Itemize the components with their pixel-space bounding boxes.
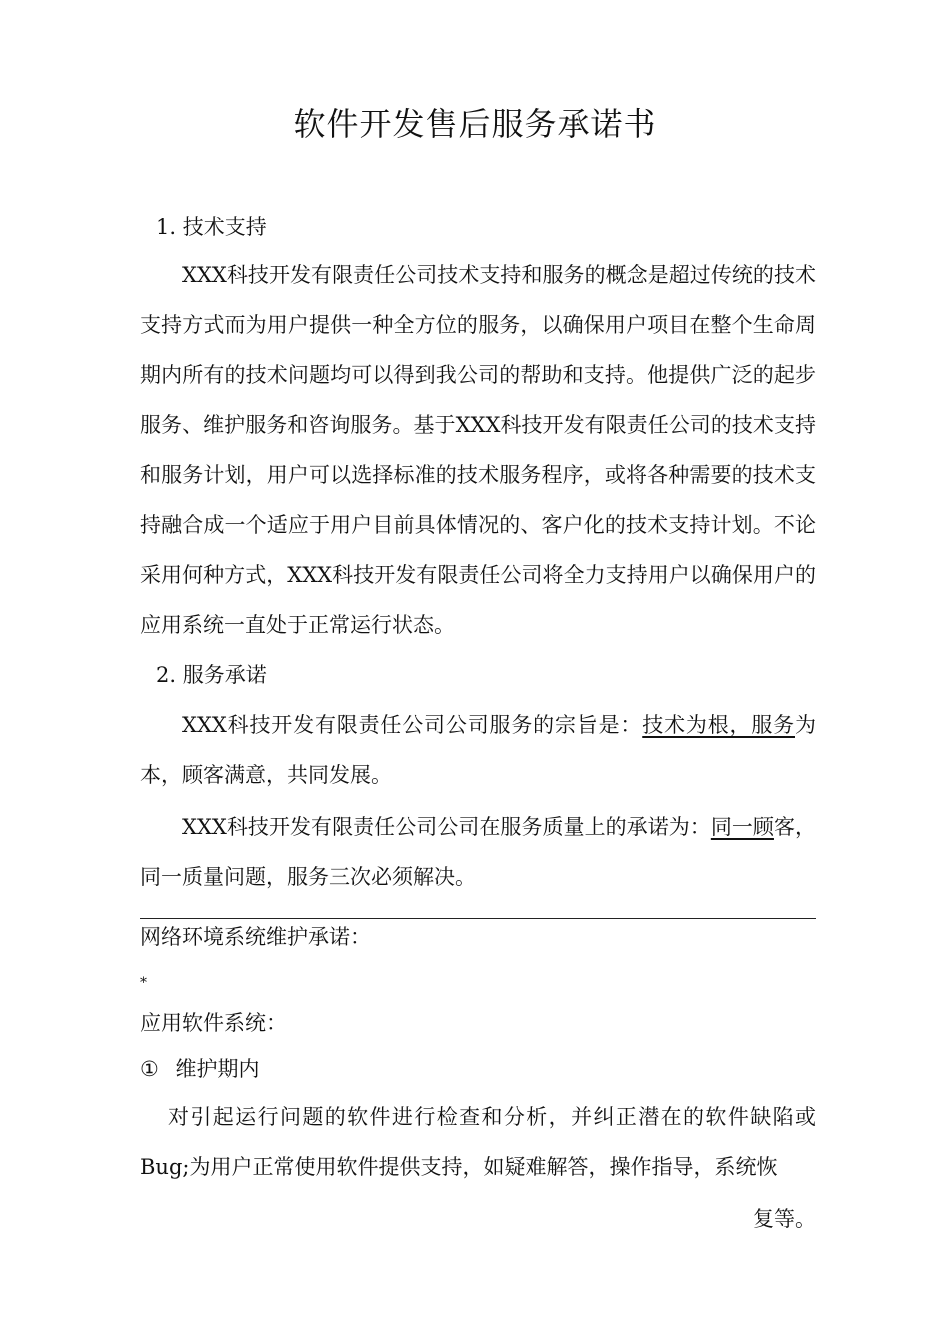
bullet-mark: * <box>140 975 147 991</box>
maintenance-period-text: 对引起运行问题的软件进行检查和分析，并纠正潜在的软件缺陷或Bug;为用户正常使用软件提供支持，如疑难解答，操作指导，系统恢 <box>140 1105 816 1179</box>
maintenance-period-label: 维护期内 <box>175 1057 260 1081</box>
quality-promise-paragraph <box>140 802 816 902</box>
section-1-paragraph: XXX科技开发有限责任公司技术支持和服务的概念是超过传统的技术支持方式而为用户提供一种全方位的服务，以确保用户项目在整个生命周期内所有的技术问题均可以得到我公司的帮助和支持。他提供广泛的起步服务、维护服务和咨询服务。基于XXX科技开发有限责任公司的技术支持和服务计划，用户可以选择标准的技术服务程序，或将各种需要的技术支持融合成一个适应于用户目前具体情况的、客户化的技术支持计划。不论采用何种方式，XXX科技开发有限责任公司将全力支持用户以确保用户的应用系统一直处于正常运行状态。 <box>140 263 816 637</box>
quality-promise-lead: XXX科技开发有限责任公司公司在服务质量上的承诺为： <box>182 815 711 839</box>
service-purpose-paragraph <box>140 700 816 800</box>
service-purpose-lead: XXX科技开发有限责任公司公司服务的宗旨是： <box>182 713 643 737</box>
quality-promise-tail: 客，同一质量问题，服务三次必须解决。 <box>140 815 816 889</box>
maintenance-period-item <box>140 1056 260 1082</box>
service-purpose-underlined: 技术为根，服务 <box>642 713 795 737</box>
circled-number-marker: ① <box>140 1057 159 1081</box>
maintenance-period-text-end: 复等。 <box>753 1207 816 1231</box>
network-maintenance-heading: 网络环境系统维护承诺： <box>140 925 371 949</box>
section-2-heading: 2. 服务承诺 <box>156 663 267 687</box>
horizontal-rule <box>140 918 816 919</box>
app-software-heading: 应用软件系统： <box>140 1011 287 1035</box>
quality-promise-underlined: 同一顾 <box>710 815 774 839</box>
service-purpose-tail: 为本，顾客满意，共同发展。 <box>140 713 816 787</box>
document-title: 软件开发售后服务承诺书 <box>293 105 657 143</box>
section-1-heading: 1. 技术支持 <box>156 215 267 239</box>
